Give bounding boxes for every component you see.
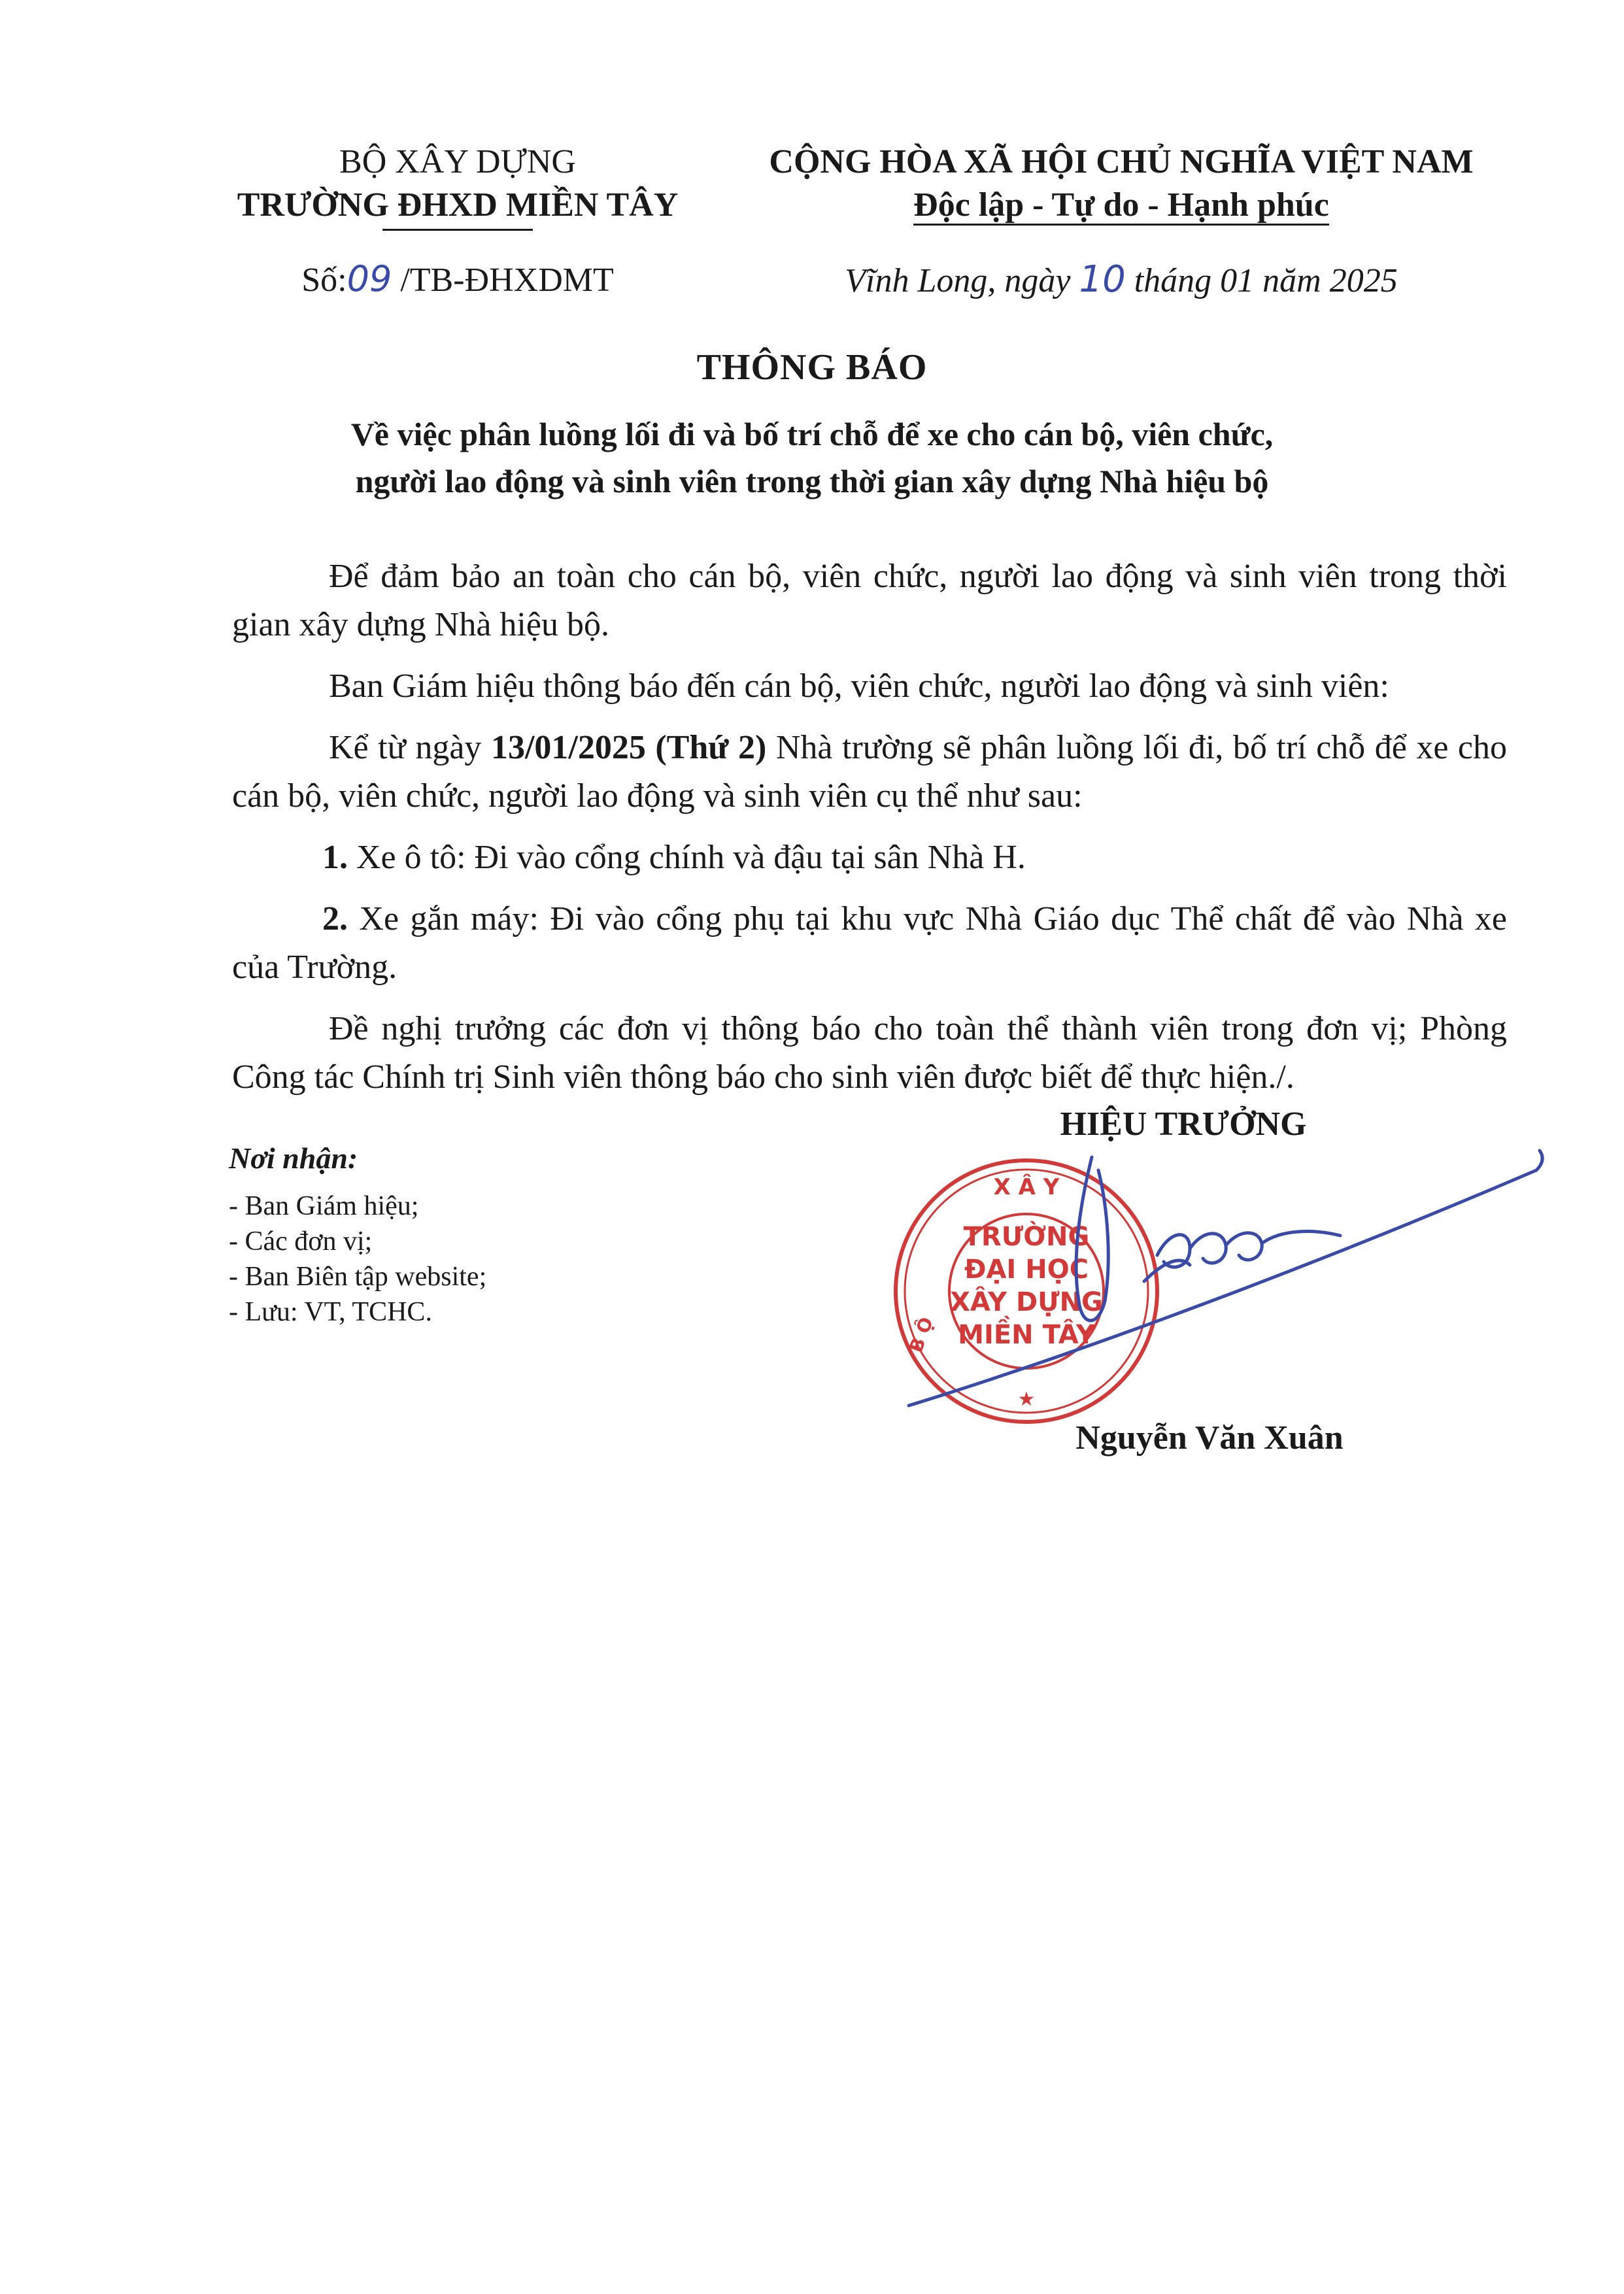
issuer-underline bbox=[382, 229, 533, 231]
handwritten-number: 09 bbox=[347, 258, 392, 299]
republic-name: CỘNG HÒA XÃ HỘI CHỦ NGHĨA VIỆT NAM bbox=[769, 143, 1474, 180]
stamp-line-4: MIỀN TÂY bbox=[958, 1320, 1095, 1350]
date-suffix: tháng 01 năm 2025 bbox=[1134, 262, 1398, 299]
list-item-cars: 1. Xe ô tô: Đi vào cổng chính và đậu tại sân Nhà H. bbox=[322, 839, 1026, 876]
paragraph-purpose: Để đảm bảo an toàn cho cán bộ, viên chức, người lao động và sinh viên trong thời gian xây dựng Nhà hiệu bộ. bbox=[232, 558, 1507, 643]
document-date bbox=[719, 258, 1523, 301]
subject-line-2: người lao động và sinh viên trong thời gian xây dựng Nhà hiệu bộ bbox=[355, 463, 1269, 499]
stamp-line-1: TRƯỜNG bbox=[963, 1222, 1090, 1252]
national-title-block bbox=[719, 141, 1523, 227]
school-name: TRƯỜNG ĐHXD MIỀN TÂY bbox=[237, 186, 679, 224]
paragraph-announcement: Ban Giám hiệu thông báo đến cán bộ, viên chức, người lao động và sinh viên: bbox=[329, 667, 1389, 705]
stamp-line-2: ĐẠI HỌC bbox=[964, 1255, 1089, 1285]
issuer-block bbox=[196, 141, 719, 227]
svg-text:B Ộ: B Ộ bbox=[905, 1314, 938, 1356]
stamp-line-3: XÂY DỰNG bbox=[950, 1287, 1103, 1317]
recipient-item: - Ban Giám hiệu; bbox=[229, 1191, 419, 1221]
number-label: Số: bbox=[301, 261, 347, 299]
recipients-block bbox=[229, 1141, 686, 1330]
signature-scribble bbox=[883, 1131, 1576, 1438]
paragraph-request: Đề nghị trưởng các đơn vị thông báo cho toàn thể thành viên trong đơn vị; Phòng Công tác Chính trị Sinh viên thông báo cho sinh viên được biết để thực hiện./. bbox=[232, 1010, 1507, 1096]
recipient-item: - Các đơn vị; bbox=[229, 1226, 373, 1257]
svg-text:★: ★ bbox=[1017, 1388, 1036, 1411]
subject-line-1: Về việc phân luồng lối đi và bố trí chỗ để xe cho cán bộ, viên chức, bbox=[350, 416, 1274, 452]
national-motto: Độc lập - Tự do - Hạnh phúc bbox=[913, 184, 1329, 227]
recipient-item: - Ban Biên tập website; bbox=[229, 1262, 487, 1292]
document-subject bbox=[0, 411, 1624, 505]
ministry-name: BỘ XÂY DỰNG bbox=[339, 143, 576, 180]
document-number bbox=[196, 258, 719, 299]
list-item-motorbikes: 2. Xe gắn máy: Đi vào cổng phụ tại khu vực Nhà Giáo dục Thể chất để vào Nhà xe của Trường. bbox=[232, 900, 1508, 986]
signer-title: HIỆU TRƯỞNG bbox=[1060, 1105, 1307, 1143]
svg-text:X Â Y: X Â Y bbox=[993, 1174, 1060, 1200]
number-code: /TB-ĐHXDMT bbox=[400, 261, 614, 299]
document-body bbox=[232, 552, 1507, 1115]
handwritten-day: 10 bbox=[1079, 258, 1126, 301]
effective-date: 13/01/2025 (Thứ 2) bbox=[490, 729, 767, 766]
document-title: THÔNG BÁO bbox=[696, 347, 928, 388]
recipients-heading: Nơi nhận: bbox=[229, 1141, 358, 1175]
paragraph-effective-date: Kể từ ngày 13/01/2025 (Thứ 2) Nhà trường sẽ phân luồng lối đi, bố trí chỗ để xe cho cán bộ, viên chức, người lao động và sinh viên cụ thể như sau: bbox=[232, 729, 1508, 815]
recipient-item: - Lưu: VT, TCHC. bbox=[229, 1297, 432, 1327]
signer-name: Nguyễn Văn Xuân bbox=[1075, 1419, 1344, 1457]
date-prefix: Vĩnh Long, ngày bbox=[845, 262, 1071, 299]
